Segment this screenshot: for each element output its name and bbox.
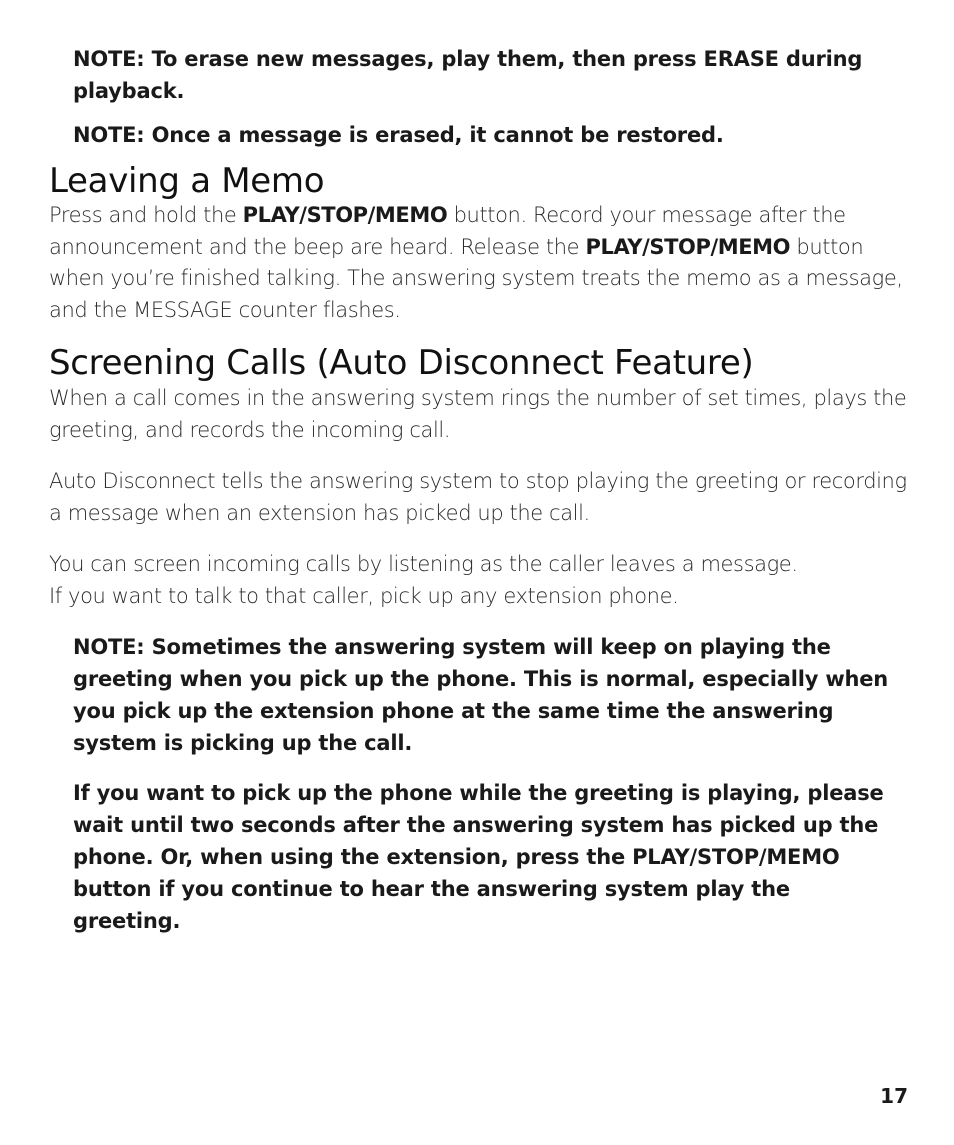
play-stop-memo-label-1: PLAY/STOP/MEMO <box>242 203 448 227</box>
screening-paragraph-3-line-2: If you want to talk to that caller, pick up any extension phone. <box>49 583 679 608</box>
memo-text-2: button. Record your message after the announcement and the beep are heard. Release the <box>49 203 846 259</box>
screening-heading: Screening Calls (Auto Disconnect Feature) <box>49 343 754 383</box>
erase-note: NOTE: To erase new messages, play them, then press ERASE during playback. <box>73 47 863 103</box>
memo-paragraph <box>49 200 919 326</box>
play-stop-memo-label-2: PLAY/STOP/MEMO <box>585 234 791 259</box>
memo-text-1: Press and hold the <box>49 203 243 227</box>
memo-text-3: button when you’re finished talking. The answering system treats the memo as a message, and the MESSAGE counter flashes. <box>49 234 903 322</box>
screening-paragraph-3-line-1: You can screen incoming calls by listening as the caller leaves a message. <box>49 552 798 576</box>
screening-paragraph-1: When a call comes in the answering system rings the number of set times, plays the greeting, and records the incoming call. <box>49 386 907 442</box>
restore-note: NOTE: Once a message is erased, it cannot be restored. <box>73 123 724 147</box>
greeting-note: NOTE: Sometimes the answering system will keep on playing the greeting when you pick up the phone. This is normal, especially when you pick up the extension phone at the same time the answering system is picking up the call. <box>73 635 889 755</box>
memo-heading: Leaving a Memo <box>49 161 325 201</box>
pickup-note: If you want to pick up the phone while the greeting is playing, please wait until two seconds after the answering system has picked up the phone. Or, when using the extension, press the PLAY/STOP/MEMO button if you continue to hear the answering system play the greeting. <box>73 781 884 933</box>
page-number: 17 <box>880 1084 908 1108</box>
screening-paragraph-2: Auto Disconnect tells the answering system to stop playing the greeting or recording a message when an extension has picked up the call. <box>49 469 907 525</box>
screening-paragraph-3 <box>49 549 919 612</box>
